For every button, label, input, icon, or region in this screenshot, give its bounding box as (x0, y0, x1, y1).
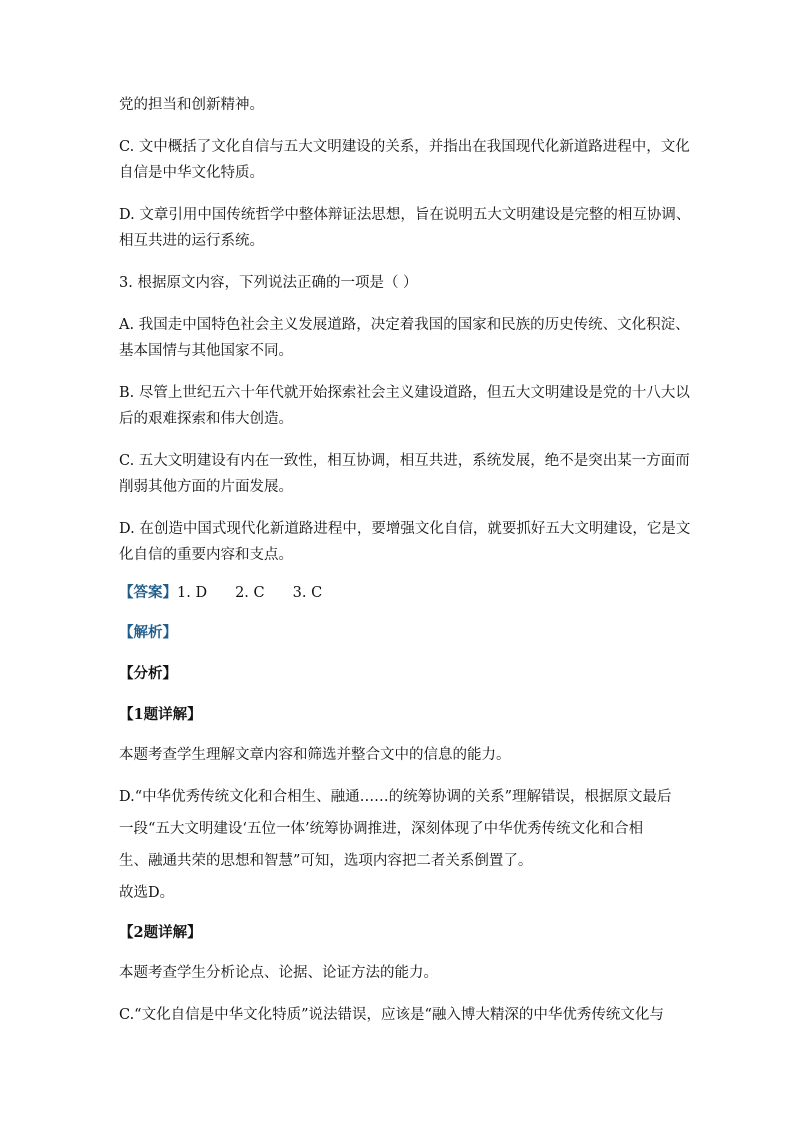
text-line: 自信是中华文化特质。 (119, 165, 264, 181)
text-line: 一段“五大文明建设‘五位一体’统筹协调推进，深刻体现了中华优秀传统文化和合相 (119, 821, 644, 837)
text-line: D.“中华优秀传统文化和合相生、融通……的统筹协调的关系”理解错误，根据原文最后 (119, 789, 672, 805)
option-a (119, 312, 690, 364)
fenxi-heading (119, 661, 679, 687)
text-line: 本题考查学生分析论点、论据、论证方法的能力。 (119, 965, 438, 981)
text-line: 后的艰难探索和伟大创造。 (119, 411, 293, 427)
answer-item: 3. C (292, 585, 323, 601)
q1-conclusion (119, 880, 679, 906)
answer-item: 2. C (235, 585, 265, 601)
text-line: D. 文章引用中国传统哲学中整体辩证法思想，旨在说明五大文明建设是完整的相互协调、 (119, 207, 691, 223)
q1-intro (119, 742, 679, 768)
option-d-prev (119, 202, 691, 254)
text-line: 基本国情与其他国家不同。 (119, 343, 293, 359)
text-line: B. 尽管上世纪五六十年代就开始探索社会主义建设道路，但五大文明建设是党的十八大以 (119, 385, 690, 401)
text-line: D. 在创造中国式现代化新道路进程中，要增强文化自信，就要抓好五大文明建设，它是文 (119, 521, 691, 537)
analysis-heading (119, 620, 679, 646)
q1-heading (119, 702, 679, 728)
q2-heading (119, 920, 679, 946)
text-line: A. 我国走中国特色社会主义发展道路，决定着我国的国家和民族的历史传统、文化积淀、 (119, 317, 690, 333)
option-c-prev (119, 134, 690, 186)
text-line: 本题考查学生理解文章内容和筛选并整合文中的信息的能力。 (119, 747, 511, 763)
answer-line (119, 580, 679, 606)
q2-explanation (119, 1002, 679, 1028)
analysis-label: 【解析】 (119, 624, 177, 641)
option-b (119, 380, 690, 432)
text-line: 削弱其他方面的片面发展。 (119, 479, 293, 495)
paragraph-continuation (119, 92, 679, 118)
text-line: C. 五大文明建设有内在一致性，相互协调，相互共进，系统发展，绝不是突出某一方面而 (119, 453, 690, 469)
fenxi-label: 【分析】 (119, 665, 177, 682)
text-line: 化自信的重要内容和支点。 (119, 547, 293, 563)
text-line: C.“文化自信是中华文化特质”说法错误，应该是“融入博大精深的中华优秀传统文化与 (119, 1007, 664, 1023)
answer-label: 【答案】 (119, 584, 177, 601)
text-line: 3. 根据原文内容，下列说法正确的一项是（ ） (119, 275, 418, 291)
q1-explanation (119, 784, 679, 874)
text-line: 相互共进的运行系统。 (119, 233, 264, 249)
question-3 (119, 270, 679, 296)
text-line: 故选D。 (119, 885, 175, 901)
text-line: 党的担当和创新精神。 (119, 97, 264, 113)
answer-item: 1. D (177, 585, 208, 601)
option-c (119, 448, 690, 500)
text-line: C. 文中概括了文化自信与五大文明建设的关系，并指出在我国现代化新道路进程中，文化 (119, 139, 690, 155)
text-line: 生、融通共荣的思想和智慧”可知，选项内容把二者关系倒置了。 (119, 853, 533, 869)
q2-heading-text: 【2题详解】 (119, 924, 202, 941)
option-d (119, 516, 691, 568)
q2-intro (119, 960, 679, 986)
q1-heading-text: 【1题详解】 (119, 706, 202, 723)
